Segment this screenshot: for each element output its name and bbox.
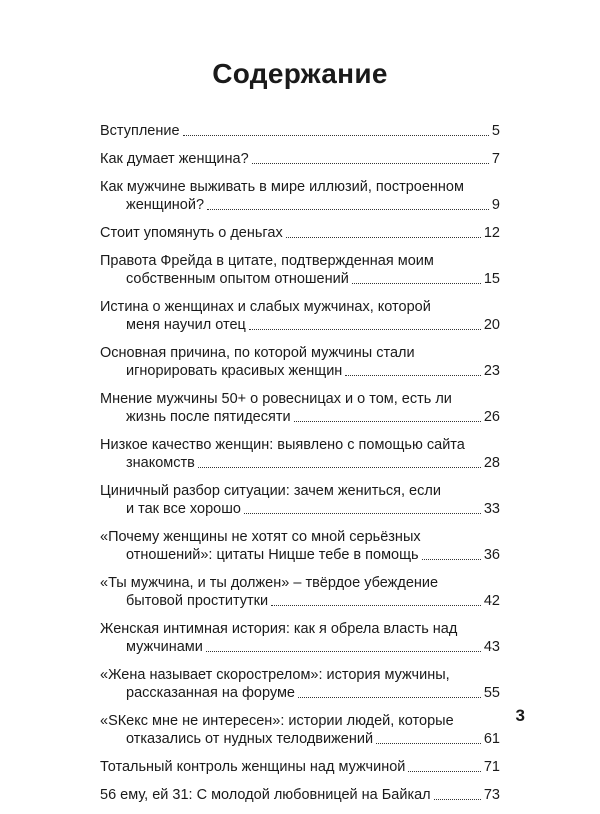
dot-leader	[408, 771, 480, 772]
toc-entry-title: Стоит упомянуть о деньгах	[100, 225, 283, 241]
toc-entry-title: Мнение мужчины 50+ о ровесницах и о том, есть ли	[100, 391, 452, 407]
dot-leader	[271, 605, 481, 606]
toc-entry-page: 15	[483, 271, 500, 287]
toc-entry-title: «Почему женщины не хотят со мной серьёзных	[100, 529, 421, 545]
toc-entry[interactable]	[100, 666, 500, 702]
toc-entry-title: мужчинами	[126, 639, 203, 655]
toc-entry-page: 33	[483, 501, 500, 517]
toc-entry[interactable]	[100, 178, 500, 214]
page-number: 3	[515, 706, 525, 725]
dot-leader	[198, 467, 481, 468]
toc-entry-title: Истина о женщинах и слабых мужчинах, которой	[100, 299, 431, 315]
toc-entry[interactable]	[100, 758, 500, 776]
toc-entry-page: 20	[483, 317, 500, 333]
toc-entry[interactable]	[100, 712, 500, 748]
toc-entry-title: игнорировать красивых женщин	[126, 363, 343, 379]
dot-leader	[376, 743, 481, 744]
dot-leader	[244, 513, 481, 514]
toc-entry-page: 12	[483, 225, 500, 241]
toc-entry[interactable]	[100, 436, 500, 472]
toc-entry[interactable]	[100, 252, 500, 288]
toc-entry[interactable]	[100, 298, 500, 334]
toc-entry[interactable]	[100, 390, 500, 426]
toc-entry-title: Женская интимная история: как я обрела власть над	[100, 621, 458, 637]
toc-entry-title: знакомств	[126, 455, 195, 471]
toc-entry[interactable]	[100, 150, 500, 168]
dot-leader	[286, 237, 481, 238]
toc-entry-title: бытовой проститутки	[126, 593, 269, 609]
toc-entry-title: и так все хорошо	[126, 501, 241, 517]
toc-entry-title: Правота Фрейда в цитате, подтвержденная моим	[100, 253, 434, 269]
toc-entry[interactable]	[100, 620, 500, 656]
toc-entry-page: 26	[483, 409, 500, 425]
toc-entry-page: 36	[483, 547, 500, 563]
toc-entry-page: 9	[491, 197, 500, 213]
toc-entry-page: 7	[491, 151, 500, 167]
toc-entry[interactable]	[100, 344, 500, 380]
page-title: Содержание	[212, 58, 388, 89]
dot-leader	[207, 209, 489, 210]
toc-entry-title: отношений»: цитаты Ницше тебе в помощь	[126, 547, 419, 563]
toc-entry-page: 43	[483, 639, 500, 655]
table-of-contents	[100, 122, 500, 814]
toc-entry-title: Тотальный контроль женщины над мужчиной	[100, 759, 406, 775]
toc-entry[interactable]	[100, 528, 500, 564]
toc-entry-title: женщиной?	[126, 197, 205, 213]
toc-entry-title: 56 ему, ей 31: С молодой любовницей на Байкал	[100, 787, 431, 803]
toc-entry-page: 42	[483, 593, 500, 609]
toc-entry-title: «SКекс мне не интересен»: истории людей, которые	[100, 713, 454, 729]
dot-leader	[249, 329, 481, 330]
dot-leader	[434, 799, 481, 800]
toc-entry-page: 61	[483, 731, 500, 747]
dot-leader	[345, 375, 481, 376]
toc-entry-title: отказались от нудных телодвижений	[126, 731, 374, 747]
toc-entry-title: рассказанная на форуме	[126, 685, 295, 701]
toc-entry-title: «Жена называет скорострелом»: история мужчины,	[100, 667, 450, 683]
toc-entry-page: 5	[491, 123, 500, 139]
dot-leader	[252, 163, 489, 164]
toc-entry-page: 55	[483, 685, 500, 701]
toc-entry-title: Как мужчине выживать в мире иллюзий, построенном	[100, 179, 464, 195]
dot-leader	[298, 697, 481, 698]
toc-entry[interactable]	[100, 122, 500, 140]
toc-entry[interactable]	[100, 574, 500, 610]
dot-leader	[294, 421, 481, 422]
dot-leader	[206, 651, 481, 652]
toc-entry-page: 71	[483, 759, 500, 775]
toc-entry[interactable]	[100, 786, 500, 804]
dot-leader	[422, 559, 481, 560]
toc-entry-title: собственным опытом отношений	[126, 271, 349, 287]
toc-entry-title: Основная причина, по которой мужчины стали	[100, 345, 415, 361]
toc-entry-page: 73	[483, 787, 500, 803]
toc-entry[interactable]	[100, 482, 500, 518]
toc-entry-title: Циничный разбор ситуации: зачем жениться, если	[100, 483, 441, 499]
toc-entry-title: «Ты мужчина, и ты должен» – твёрдое убеждение	[100, 575, 439, 591]
dot-leader	[352, 283, 481, 284]
toc-entry-title: Вступление	[100, 123, 180, 139]
toc-entry[interactable]	[100, 224, 500, 242]
toc-entry-page: 23	[483, 363, 500, 379]
toc-entry-title: Низкое качество женщин: выявлено с помощью сайта	[100, 437, 465, 453]
toc-entry-page: 28	[483, 455, 500, 471]
toc-entry-title: меня научил отец	[126, 317, 246, 333]
toc-entry-title: Как думает женщина?	[100, 151, 249, 167]
dot-leader	[183, 135, 489, 136]
toc-entry-title: жизнь после пятидесяти	[126, 409, 291, 425]
